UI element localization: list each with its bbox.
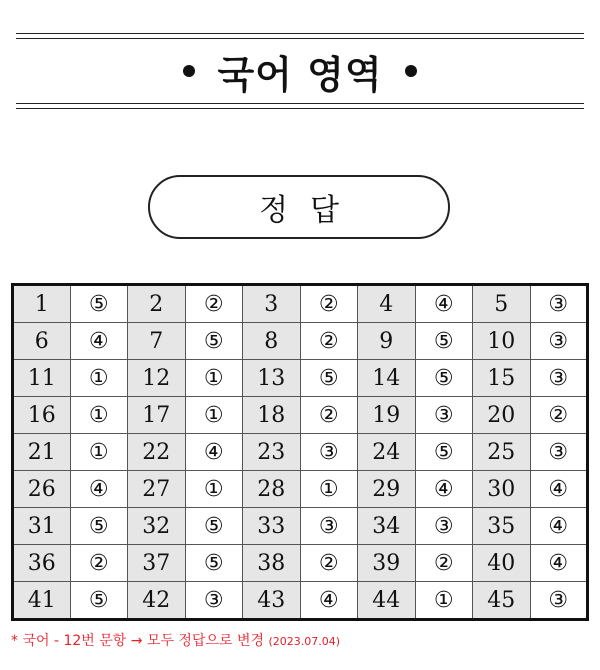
answer-choice-cell: ④ bbox=[530, 471, 588, 508]
answer-choice-cell: ② bbox=[300, 323, 358, 360]
answer-choice-cell: ③ bbox=[530, 360, 588, 397]
question-number-cell: 33 bbox=[243, 508, 301, 545]
answer-choice-cell: ⑤ bbox=[70, 285, 128, 323]
correction-note-text: * 국어 - 12번 문항 → 모두 정답으로 변경 bbox=[11, 633, 265, 649]
question-number-cell: 36 bbox=[13, 545, 71, 582]
question-number-cell: 35 bbox=[473, 508, 531, 545]
question-number-cell: 28 bbox=[243, 471, 301, 508]
answer-choice-cell: ③ bbox=[530, 323, 588, 360]
answer-choice-cell: ③ bbox=[300, 434, 358, 471]
question-number-cell: 11 bbox=[13, 360, 71, 397]
page-title: 국어 영역 bbox=[217, 52, 383, 97]
question-number-cell: 32 bbox=[128, 508, 186, 545]
answer-choice-cell: ④ bbox=[70, 323, 128, 360]
question-number-cell: 15 bbox=[473, 360, 531, 397]
answer-choice-cell: ③ bbox=[415, 508, 473, 545]
answer-choice-cell: ① bbox=[185, 471, 243, 508]
answer-choice-cell: ⑤ bbox=[70, 508, 128, 545]
question-number-cell: 37 bbox=[128, 545, 186, 582]
answer-choice-cell: ⑤ bbox=[300, 360, 358, 397]
question-number-cell: 13 bbox=[243, 360, 301, 397]
question-number-cell: 22 bbox=[128, 434, 186, 471]
answer-choice-cell: ③ bbox=[415, 397, 473, 434]
answer-choice-cell: ① bbox=[70, 397, 128, 434]
table-row bbox=[13, 545, 588, 582]
answer-choice-cell: ① bbox=[300, 471, 358, 508]
question-number-cell: 42 bbox=[128, 582, 186, 620]
question-number-cell: 31 bbox=[13, 508, 71, 545]
answer-choice-cell: ④ bbox=[415, 471, 473, 508]
question-number-cell: 14 bbox=[358, 360, 416, 397]
header-bottom-rule-1 bbox=[16, 103, 584, 104]
answer-choice-cell: ③ bbox=[530, 582, 588, 620]
bullet-right-icon bbox=[405, 65, 417, 77]
header-top-rule-1 bbox=[16, 33, 584, 34]
question-number-cell: 43 bbox=[243, 582, 301, 620]
answer-choice-cell: ⑤ bbox=[185, 508, 243, 545]
table-row bbox=[13, 508, 588, 545]
question-number-cell: 4 bbox=[358, 285, 416, 323]
question-number-cell: 8 bbox=[243, 323, 301, 360]
header-top-rule-2 bbox=[16, 38, 584, 39]
answer-choice-cell: ③ bbox=[530, 285, 588, 323]
table-row bbox=[13, 323, 588, 360]
answer-choice-cell: ① bbox=[70, 434, 128, 471]
header bbox=[0, 42, 600, 100]
question-number-cell: 20 bbox=[473, 397, 531, 434]
question-number-cell: 26 bbox=[13, 471, 71, 508]
answer-choice-cell: ① bbox=[70, 360, 128, 397]
question-number-cell: 38 bbox=[243, 545, 301, 582]
answer-choice-cell: ⑤ bbox=[415, 323, 473, 360]
question-number-cell: 21 bbox=[13, 434, 71, 471]
question-number-cell: 2 bbox=[128, 285, 186, 323]
question-number-cell: 17 bbox=[128, 397, 186, 434]
answer-choice-cell: ⑤ bbox=[185, 323, 243, 360]
question-number-cell: 25 bbox=[473, 434, 531, 471]
question-number-cell: 5 bbox=[473, 285, 531, 323]
question-number-cell: 23 bbox=[243, 434, 301, 471]
answer-choice-cell: ③ bbox=[530, 434, 588, 471]
question-number-cell: 1 bbox=[13, 285, 71, 323]
answer-choice-cell: ① bbox=[185, 397, 243, 434]
question-number-cell: 12 bbox=[128, 360, 186, 397]
header-bottom-rule-2 bbox=[16, 108, 584, 109]
question-number-cell: 44 bbox=[358, 582, 416, 620]
question-number-cell: 29 bbox=[358, 471, 416, 508]
table-row bbox=[13, 285, 588, 323]
answer-choice-cell: ⑤ bbox=[415, 360, 473, 397]
table-row bbox=[13, 434, 588, 471]
answer-choice-cell: ① bbox=[415, 582, 473, 620]
question-number-cell: 9 bbox=[358, 323, 416, 360]
answer-choice-cell: ② bbox=[70, 545, 128, 582]
question-number-cell: 30 bbox=[473, 471, 531, 508]
question-number-cell: 18 bbox=[243, 397, 301, 434]
question-number-cell: 16 bbox=[13, 397, 71, 434]
answer-badge-label: 정답 bbox=[259, 193, 361, 228]
answer-choice-cell: ④ bbox=[300, 582, 358, 620]
table-row bbox=[13, 582, 588, 620]
answer-choice-cell: ④ bbox=[530, 508, 588, 545]
answer-choice-cell: ③ bbox=[300, 508, 358, 545]
table-row bbox=[13, 360, 588, 397]
question-number-cell: 34 bbox=[358, 508, 416, 545]
answer-choice-cell: ④ bbox=[530, 545, 588, 582]
question-number-cell: 19 bbox=[358, 397, 416, 434]
question-number-cell: 41 bbox=[13, 582, 71, 620]
answer-choice-cell: ② bbox=[530, 397, 588, 434]
answer-choice-cell: ② bbox=[300, 545, 358, 582]
bullet-left-icon bbox=[183, 65, 195, 77]
question-number-cell: 6 bbox=[13, 323, 71, 360]
answer-choice-cell: ② bbox=[300, 285, 358, 323]
answer-choice-cell: ⑤ bbox=[185, 545, 243, 582]
answer-choice-cell: ② bbox=[300, 397, 358, 434]
answer-choice-cell: ② bbox=[415, 545, 473, 582]
answer-choice-cell: ② bbox=[185, 285, 243, 323]
question-number-cell: 45 bbox=[473, 582, 531, 620]
answer-choice-cell: ⑤ bbox=[70, 582, 128, 620]
answer-choice-cell: ⑤ bbox=[415, 434, 473, 471]
correction-note-date: (2023.07.04) bbox=[268, 635, 341, 648]
table-row bbox=[13, 471, 588, 508]
answer-choice-cell: ④ bbox=[70, 471, 128, 508]
answer-choice-cell: ④ bbox=[415, 285, 473, 323]
question-number-cell: 10 bbox=[473, 323, 531, 360]
question-number-cell: 3 bbox=[243, 285, 301, 323]
table-row bbox=[13, 397, 588, 434]
answer-badge bbox=[148, 175, 450, 239]
question-number-cell: 24 bbox=[358, 434, 416, 471]
answer-table bbox=[11, 283, 589, 621]
question-number-cell: 27 bbox=[128, 471, 186, 508]
answer-choice-cell: ④ bbox=[185, 434, 243, 471]
question-number-cell: 40 bbox=[473, 545, 531, 582]
correction-note bbox=[11, 630, 340, 650]
answer-choice-cell: ① bbox=[185, 360, 243, 397]
answer-choice-cell: ③ bbox=[185, 582, 243, 620]
question-number-cell: 39 bbox=[358, 545, 416, 582]
question-number-cell: 7 bbox=[128, 323, 186, 360]
